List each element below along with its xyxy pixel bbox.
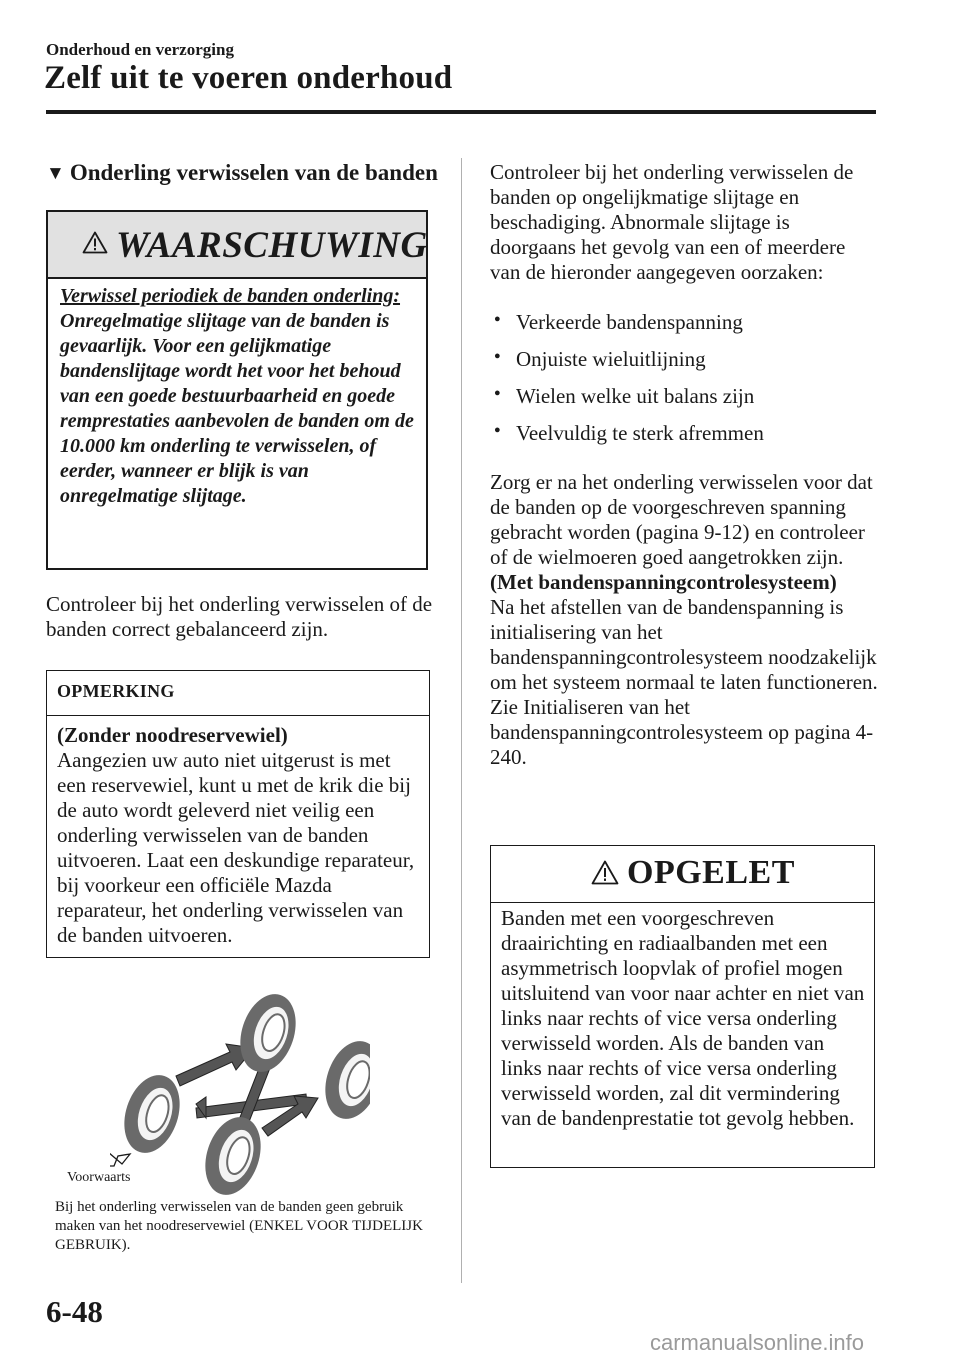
subheading-text: Onderling verwisselen van de banden: [69, 160, 438, 185]
forward-label: Voorwaarts: [67, 1170, 131, 1185]
caution-body: Banden met een voorgeschreven draairichting en radiaalbanden met een asymmetrisch loopvlak of profiel mogen uitsluitend van voor naar achter en niet van links naar rechts of vice versa onderling verwisseld worden. Als de banden van links naar rechts of vice versa onderling verwisseld worden, zal dit vermindering van de bandenprestatie tot gevolg hebben.: [501, 906, 865, 1130]
tpms-body: Na het afstellen van de bandenspanning is initialisering van het bandenspanningcontrolesysteem noodzakelijk om het systeem normaal te laten functioneren.: [490, 595, 878, 694]
note-body: [57, 723, 423, 948]
note-title: OPMERKING: [57, 681, 175, 701]
caution-box: [490, 845, 875, 1168]
subheading: [46, 160, 438, 186]
header-rule: [46, 110, 876, 114]
list-item: ● Onjuiste wieluitlijning: [490, 347, 880, 384]
tire-rear-right: [196, 1110, 270, 1198]
warning-triangle-icon: [82, 231, 108, 254]
illustration-caption: Bij het onderling verwisselen van de banden geen gebruik maken van het noodreservewiel (ENKEL VOOR TIJDELIJK GEBRUIK).: [55, 1199, 423, 1253]
caution-title: OPGELET: [627, 854, 795, 891]
caution-header: [491, 846, 874, 903]
warning-underlined: Verwissel periodiek de banden onderling:: [60, 285, 401, 307]
warning-body: [60, 284, 416, 509]
after-rotation-text: [490, 470, 885, 770]
note-subtitle: (Zonder noodreservewiel): [57, 723, 288, 747]
forward-pointer-icon: [110, 1152, 130, 1166]
warning-header: [48, 212, 426, 279]
balance-paragraph: Controleer bij het onderling verwisselen of de banden correct gebalanceerd zijn.: [46, 592, 433, 641]
warning-box: [46, 210, 428, 570]
warning-title: WAARSCHUWING: [116, 225, 428, 266]
tire-rotation-illustration: [110, 988, 370, 1198]
page-title: Zelf uit te voeren onderhoud: [44, 60, 453, 96]
page-number: 6-48: [46, 1294, 103, 1329]
cause-list: [490, 310, 880, 458]
column-divider: [461, 158, 462, 1283]
watermark: carmanualsonline.info: [650, 1330, 865, 1355]
section-label: Onderhoud en verzorging: [46, 40, 234, 59]
note-box: [46, 670, 430, 958]
triangle-down-icon: ▼: [46, 163, 65, 184]
tpms-heading: (Met bandenspanningcontrolesysteem): [490, 570, 837, 594]
tpms-reference: Zie Initialiseren van het bandenspanningcontrolesysteem op pagina 4-240.: [490, 695, 874, 769]
caution-triangle-icon: [591, 860, 619, 885]
list-item: ● Veelvuldig te sterk afremmen: [490, 421, 880, 458]
list-item: ● Verkeerde bandenspanning: [490, 310, 880, 347]
tire-front-left: [231, 988, 305, 1079]
pressure-paragraph: Zorg er na het onderling verwisselen voor dat de banden op de voorgeschreven spanning gebracht worden (pagina 9-12) en controleer of de wielmoeren goed aangetrokken zijn.: [490, 470, 873, 569]
tire-front-right: [316, 1034, 370, 1126]
warning-text: Onregelmatige slijtage van de banden is gevaarlijk. Voor een gelijkmatige bandenslijtage wordt het voor het behoud van een goede bestuurbaarheid en goede remprestaties aanbevolen de banden om de 10.000 km onderling te verwisselen, of eerder, wanneer er blijk is van onregelmatige slijtage.: [60, 310, 414, 507]
note-divider: [47, 715, 429, 716]
list-item: ● Wielen welke uit balans zijn: [490, 384, 880, 421]
note-text: Aangezien uw auto niet uitgerust is met een reservewiel, kunt u met de krik die bij de auto wordt geleverd niet veilig een onderling verwisselen van de banden uitvoeren. Laat een deskundige reparateur, bij voorkeur een officiële Mazda reparateur, het onderling verwisselen van de banden uitvoeren.: [57, 748, 415, 947]
wear-intro: Controleer bij het onderling verwisselen de banden op ongelijkmatige slijtage en beschadiging. Abnormale slijtage is doorgaans het gevolg van een of meerdere van de hieronder aangegeven oorzaken:: [490, 160, 854, 284]
